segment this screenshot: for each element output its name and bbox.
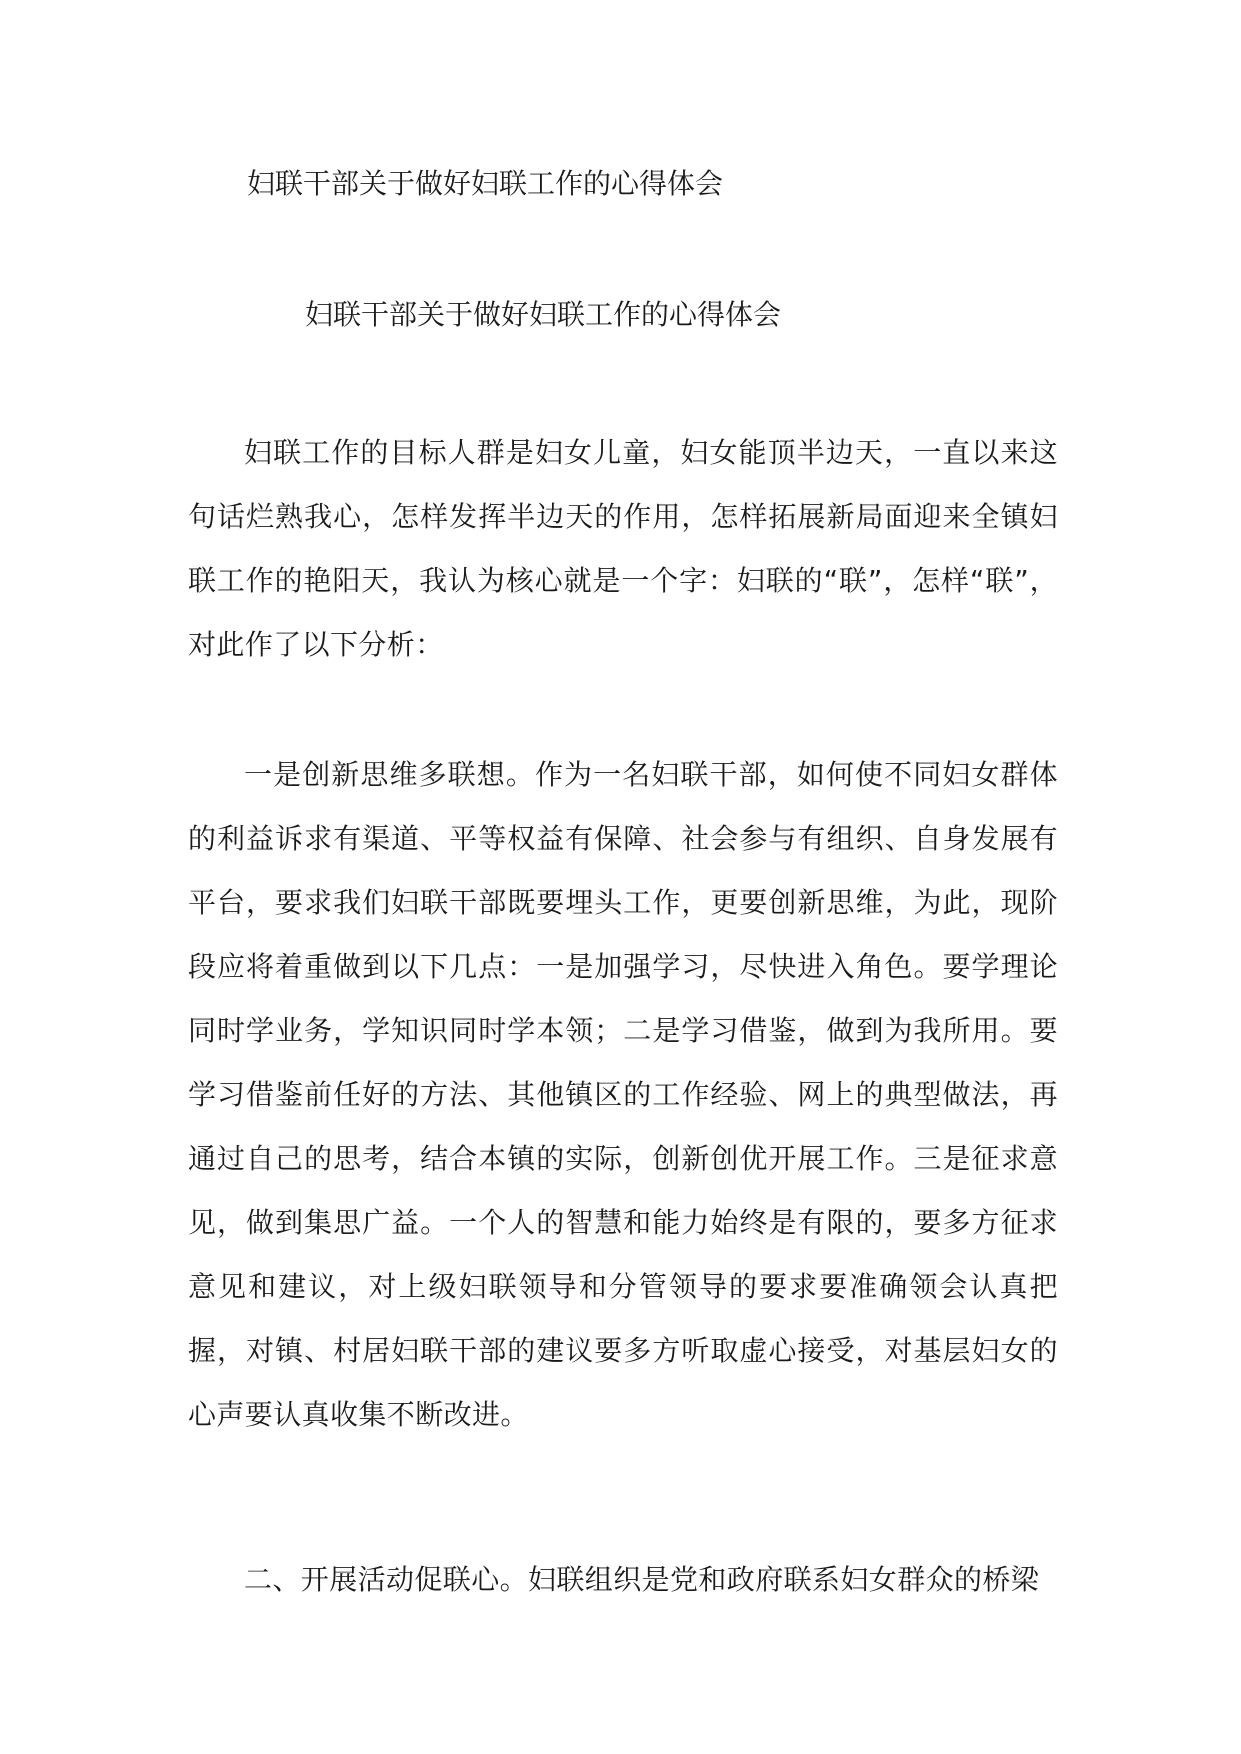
document-title: 妇联干部关于做好妇联工作的心得体会 (305, 298, 782, 331)
document-header-title: 妇联干部关于做好妇联工作的心得体会 (247, 167, 724, 200)
paragraph-activities: 二、开展活动促联心。妇联组织是党和政府联系妇女群众的桥梁 (244, 1563, 1040, 1596)
paragraph-innovation: 一是创新思维多联想。作为一名妇联干部，如何使不同妇女群体的利益诉求有渠道、平等权益有保障、社会参与有组织、自身发展有平台，要求我们妇联干部既要埋头工作，更要创新思维，为此，现阶段应将着重做到以下几点：一是加强学习，尽快进入角色。要学理论同时学业务，学知识同时学本领；二是学习借鉴，做到为我所用。要学习借鉴前任好的方法、其他镇区的工作经验、网上的典型做法，再通过自己的思考，结合本镇的实际，创新创优开展工作。三是征求意见，做到集思广益。一个人的智慧和能力始终是有限的，要多方征求意见和建议，对上级妇联领导和分管领导的要求要准确领会认真把握，对镇、村居妇联干部的建议要多方听取虚心接受，对基层妇女的心声要认真收集不断改进。 (188, 758, 1058, 1431)
paragraph-intro: 妇联工作的目标人群是妇女儿童，妇女能顶半边天，一直以来这句话烂熟我心，怎样发挥半边天的作用，怎样拓展新局面迎来全镇妇联工作的艳阳天，我认为核心就是一个字：妇联的“联”，怎样“联”，对此作了以下分析： (188, 436, 1058, 661)
